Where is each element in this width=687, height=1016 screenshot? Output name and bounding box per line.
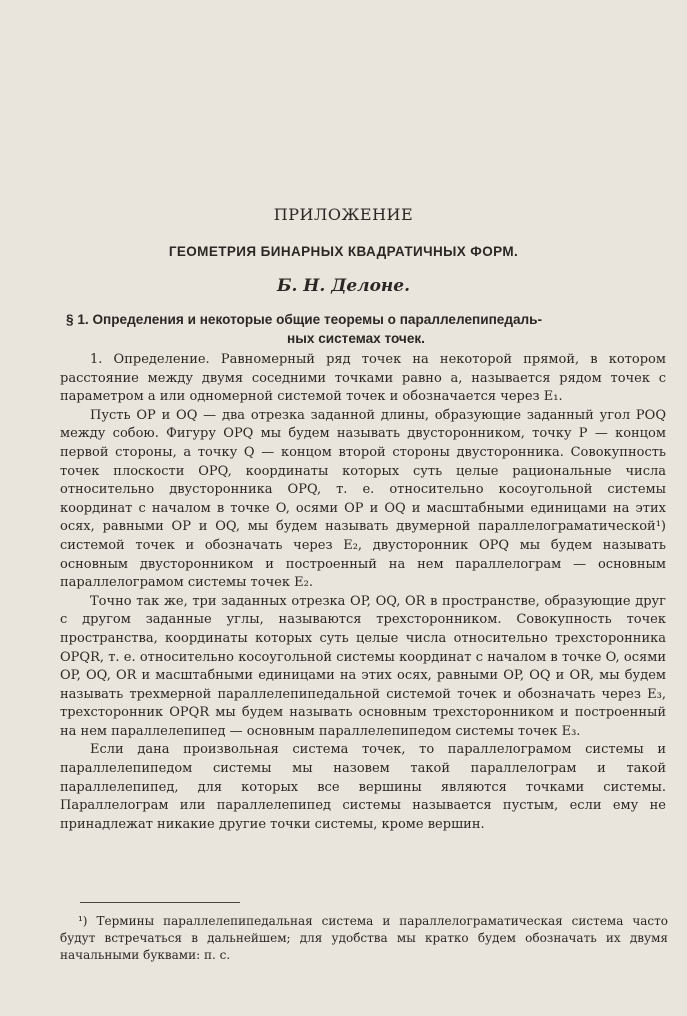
- footnote-text: ¹) Термины параллелепипедальная система и параллелограматическая система часто будут встречаться в дальнейшем; для удобства мы кратко будем обозначать их двумя начальными буквами: п. с.: [60, 914, 668, 962]
- paragraph-system-parallelogram: Если дана произвольная система точек, то параллелограмом системы и параллелепипедом системы мы назовем такой параллелограм и такой параллелепипед, для которых все вершины являются точками системы. Параллелограм или параллелепипед системы называется пустым, если ему не принадлежат никакие другие точки системы, кроме вершин.: [60, 742, 666, 832]
- footnote-divider: [80, 902, 240, 903]
- paragraph-definition: 1. Определение. Равномерный ряд точек на некоторой прямой, в котором расстояние между двумя соседними точками равно a, называется рядом точек с параметром a или одномерной системой точек и обозначается через E₁.: [60, 352, 666, 405]
- section-heading-line-1: § 1. Определения и некоторые общие теоремы о параллелепипедаль-: [66, 312, 543, 327]
- chapter-title: ГЕОМЕТРИЯ БИНАРНЫХ КВАДРАТИЧНЫХ ФОРМ.: [168, 244, 519, 259]
- section-heading: [66, 310, 666, 348]
- footnote: [60, 913, 668, 964]
- paragraph-three-dimensional: Точно так же, три заданных отрезка OP, OQ, OR в пространстве, образующие друг с другом заданные углы, называются трехсторонником. Совокупность точек пространства, координаты которых суть целые числа относительно трехсторонника OPQR, т. е. относительно косоугольной системы координат с началом в точке O, осями OP, OQ, OR и масштабными единицами на этих осях, равными OP, OQ и OR, мы будем называть трехмерной параллелепипедальной системой точек и обозначать через E₃, трехсторонник OPQR мы будем называть основным трехсторонником и построенный на нем параллелепипед — основным параллелепипедом системы точек E₃.: [60, 593, 666, 739]
- section-heading-line-2: ных системах точек.: [287, 331, 425, 346]
- author-name: Б. Н. Делоне.: [276, 276, 411, 296]
- paragraph-two-dimensional: Пусть OP и OQ — два отрезка заданной длины, образующие заданный угол POQ между собою. Фигуру OPQ мы будем называть двусторонником, точку P — концом первой стороны, а точку Q — концом второй стороны двусторонника. Совокупность точек плоскости OPQ, координаты которых суть целые рациональные числа относительно двусторонника OPQ, т. е. относительно косоугольной системы координат с началом в точке O, осями OP и OQ и масштабными единицами на этих осях, равными OP и OQ, мы будем называть двумерной параллелограматической¹) системой точек и обозначать через E₂, двусторонник OPQ мы будем называть основным двусторонником и построенный на нем параллелограм — основным параллелограмом системы точек E₂.: [60, 407, 666, 591]
- body-text: [60, 351, 666, 834]
- appendix-heading: ПРИЛОЖЕНИЕ: [273, 205, 414, 224]
